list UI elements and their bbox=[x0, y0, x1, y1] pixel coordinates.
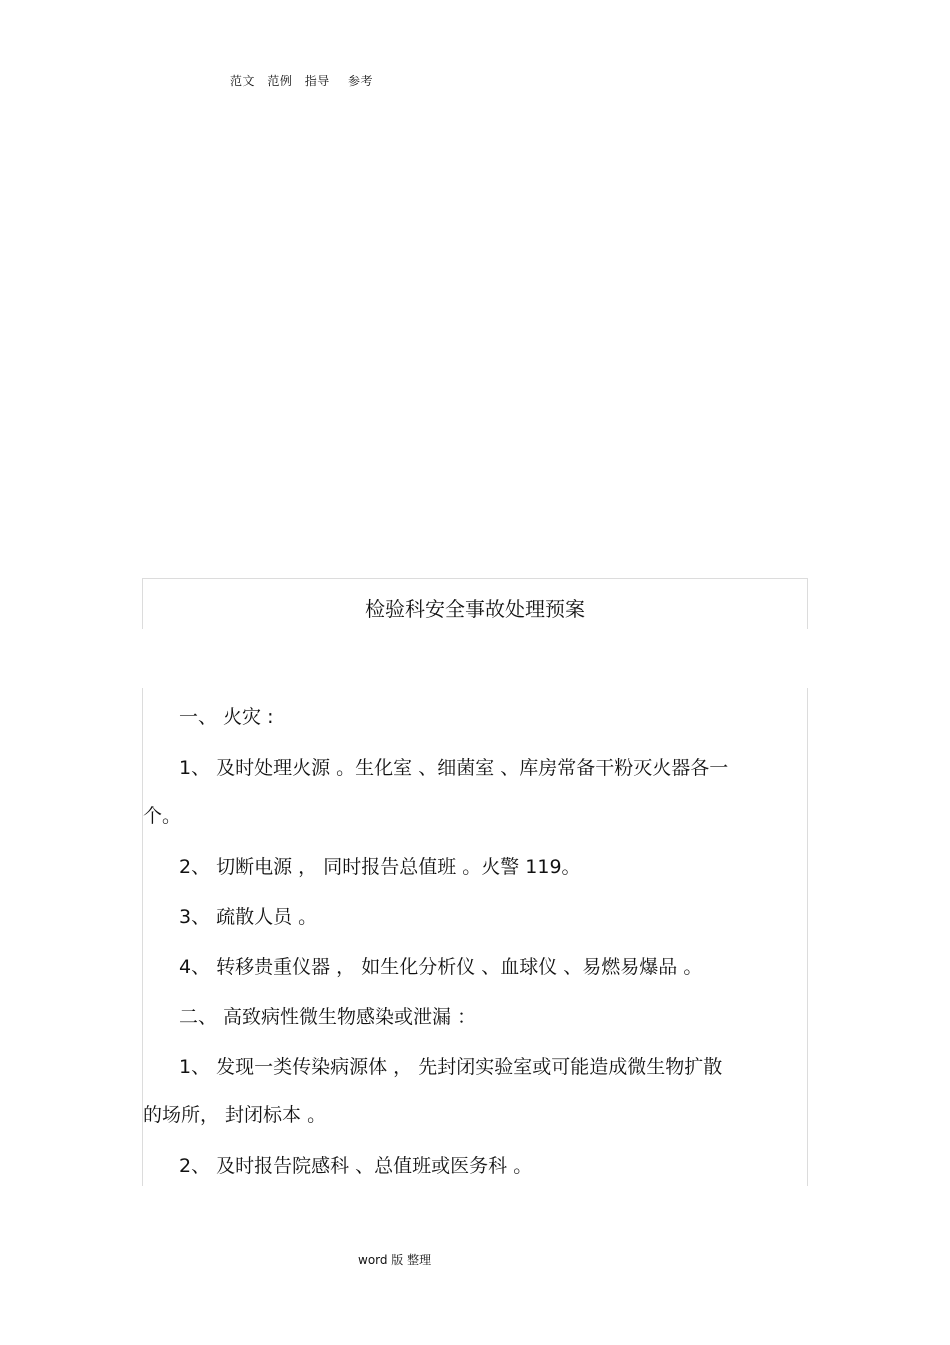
paragraph-line: 3、 疏散人员 。 bbox=[179, 906, 318, 928]
header-item: 参考 bbox=[348, 74, 374, 88]
page-footer: word 版 整理 bbox=[358, 1253, 432, 1267]
paragraph-line: 2、 切断电源 ， 同时报告总值班 。火警 119。 bbox=[179, 856, 581, 878]
section-heading-fire: 一、 火灾 : bbox=[179, 706, 274, 728]
document-title: 检验科安全事故处理预案 bbox=[365, 597, 585, 621]
paragraph-line: 个。 bbox=[143, 805, 182, 827]
paragraph-line: 2、 及时报告院感科 、总值班或医务科 。 bbox=[179, 1155, 533, 1177]
title-frame bbox=[142, 578, 808, 629]
paragraph-line: 1、 发现一类传染病源体 ， 先封闭实验室或可能造成微生物扩散 bbox=[179, 1056, 723, 1078]
section-heading-microbe: 二、 高致病性微生物感染或泄漏 ： bbox=[179, 1006, 477, 1028]
paragraph-line: 4、 转移贵重仪器 ， 如生化分析仪 、血球仪 、易燃易爆品 。 bbox=[179, 956, 703, 978]
page-header bbox=[230, 72, 381, 89]
header-item: 范文 bbox=[230, 74, 256, 88]
header-item: 范例 bbox=[267, 74, 293, 88]
content-frame bbox=[142, 688, 808, 1186]
header-item: 指导 bbox=[304, 74, 330, 88]
paragraph-line: 的场所， 封闭标本 。 bbox=[143, 1104, 327, 1126]
paragraph-line: 1、 及时处理火源 。生化室 、细菌室 、库房常备干粉灭火器各一 bbox=[179, 757, 729, 779]
